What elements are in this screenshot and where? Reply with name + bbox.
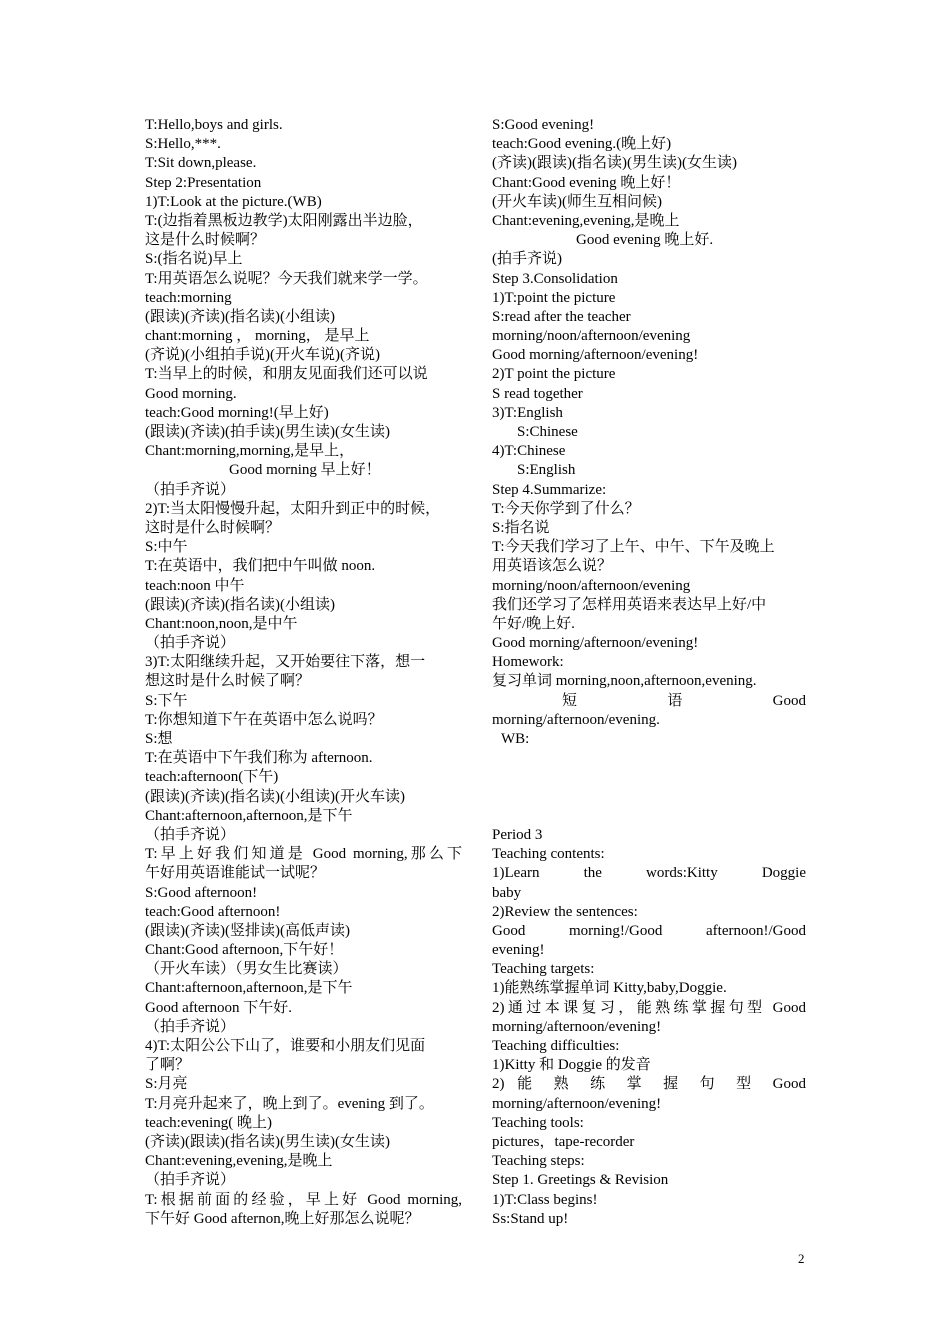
text-line: （拍手齐说） [145, 1172, 236, 1189]
text-line: teach:Good morning!(早上好) [145, 404, 329, 421]
text-line: Teaching contents: [492, 846, 605, 863]
text-line: 4)T:太阳公公下山了，谁要和小朋友们见面 [145, 1038, 426, 1054]
text-line: Teaching difficulties: [492, 1038, 620, 1054]
text-line: T:Hello,boys and girls. [145, 117, 283, 133]
text-line: 我们还学习了怎样用英语来表达早上好/中 [492, 596, 767, 613]
text-line: 想这时是什么时候了啊？ [145, 673, 311, 690]
text-line: 午好/晚上好. [492, 615, 575, 632]
text-line: Period 3 [492, 826, 543, 843]
page-number: 2 [798, 1251, 805, 1266]
text-line: Good morning/afternoon/evening! [492, 635, 699, 652]
text-line: 了啊？ [145, 1057, 191, 1074]
text-line: 这是什么时候啊？ [145, 232, 266, 249]
text-line: Homework: [492, 654, 564, 671]
text-line: morning/afternoon/evening! [492, 1018, 662, 1035]
text-line: Chant:afternoon,afternoon,是下午 [145, 980, 353, 997]
text-line: T:在英语中，我们把中午叫做 noon. [145, 558, 376, 575]
text-line: T:在英语中下午我们称为 afternoon. [145, 750, 373, 767]
text-line: S:想 [145, 731, 173, 747]
text-line: Good morning!/Good afternoon!/Good [492, 922, 806, 939]
text-line: teach:morning [145, 289, 232, 306]
text-line: Step 4.Summarize: [492, 481, 607, 498]
text-line: 午好用英语谁能试一试呢？ [145, 865, 326, 882]
text-line: T:Sit down,please. [145, 155, 257, 172]
text-line: S:read after the teacher [492, 308, 631, 325]
text-line: Teaching tools: [492, 1114, 584, 1131]
text-line: 1)T:Class begins! [492, 1191, 598, 1208]
text-line: S:Good afternoon! [145, 884, 258, 901]
blank-line [492, 788, 806, 807]
text-line: （开火车读）（男女生比赛读） [145, 961, 348, 978]
text-line: S:月亮 [145, 1076, 188, 1093]
text-line: 1)Learn the words:Kitty Doggie [492, 865, 806, 882]
text-line: T:早上好我们知道是 Good morning,那么下 [145, 846, 462, 863]
text-line: morning/afternoon/evening. [492, 711, 660, 728]
text-line: S:English [517, 462, 576, 479]
text-line: (拍手齐说) [492, 251, 562, 268]
text-line: 4)T:Chinese [492, 443, 566, 460]
text-line: (齐读)(跟读)(指名读)(男生读)(女生读) [492, 155, 737, 172]
text-line: Good evening 晚上好. [576, 232, 714, 249]
text-line: Step 2:Presentation [145, 174, 262, 191]
text-line: baby [492, 884, 522, 901]
text-line: S:(指名说)早上 [145, 251, 243, 268]
text-line: 2)Review the sentences: [492, 903, 638, 920]
text-line: T:今天我们学习了上午、中午、下午及晚上 [492, 539, 775, 556]
text-line: S:Hello,***. [145, 136, 221, 153]
text-line: S:Chinese [517, 424, 578, 440]
text-line: Step 3.Consolidation [492, 270, 618, 287]
text-line: teach:afternoon(下午) [145, 769, 279, 786]
text-line: （拍手齐说） [145, 635, 236, 652]
text-line: 2)T point the picture [492, 366, 616, 383]
text-line: T:(边指着黑板边教学)太阳刚露出半边脸， [145, 212, 423, 229]
text-line: teach:Good afternoon! [145, 903, 281, 920]
text-line: Good morning. [145, 385, 237, 402]
text-line: (齐说)(小组拍手说)(开火车说)(齐说) [145, 347, 380, 364]
text-line: teach:noon 中午 [145, 577, 245, 594]
text-line: 2)通过本课复习，能熟练掌握句型 Good [492, 999, 806, 1016]
text-line: （拍手齐说） [145, 481, 236, 498]
text-line: (跟读)(齐读)(拍手读)(男生读)(女生读) [145, 424, 390, 440]
text-line: Chant:morning,morning,是早上， [145, 443, 355, 460]
text-line: (齐读)(跟读)(指名读)(男生读)(女生读) [145, 1133, 390, 1150]
text-line: teach:Good evening.(晚上好) [492, 136, 672, 153]
text-line: 1)Kitty 和 Doggie 的发音 [492, 1057, 651, 1074]
text-line: Teaching steps: [492, 1153, 585, 1170]
text-line: 1)能熟练掌握单词 Kitty,baby,Doggie. [492, 980, 727, 997]
text-line: Chant:afternoon,afternoon,是下午 [145, 807, 353, 824]
text-line: 复习单词 morning,noon,afternoon,evening. [492, 673, 757, 690]
right-column [492, 116, 806, 1229]
text-line: chant:morning ， morning， 是早上 [145, 328, 370, 345]
text-line: 短 语 Good [562, 692, 806, 709]
text-line: evening! [492, 942, 545, 959]
text-line: T:根据前面的经验，早上好 Good morning, [145, 1191, 462, 1208]
text-line: S:下午 [145, 692, 188, 709]
text-line: S:中午 [145, 539, 188, 556]
blank-line [492, 749, 806, 768]
text-line: Chant:Good afternoon,下午好！ [145, 942, 344, 959]
text-line: Good afternoon 下午好. [145, 999, 293, 1016]
blank-line [492, 807, 806, 826]
text-line: pictures，tape-recorder [492, 1133, 635, 1150]
text-line: 3)T:English [492, 404, 563, 421]
text-line: T:今天你学到了什么？ [492, 500, 640, 517]
text-line: 2) 能 熟 练 掌 握 句 型 Good [492, 1076, 806, 1093]
text-line: (跟读)(齐读)(指名读)(小组读)(开火车读) [145, 788, 405, 805]
text-line: S:Good evening! [492, 117, 595, 133]
text-line: 1)T:Look at the picture.(WB) [145, 193, 322, 210]
text-line: (跟读)(齐读)(竖排读)(高低声读) [145, 922, 350, 939]
text-line: Chant:evening,evening,是晚上 [145, 1153, 333, 1170]
text-line: T:用英语怎么说呢？今天我们就来学一学。 [145, 270, 428, 287]
text-line: (跟读)(齐读)(指名读)(小组读) [145, 308, 335, 325]
text-line: 用英语该怎么说？ [492, 558, 613, 575]
text-line: (开火车读)(师生互相问候) [492, 193, 662, 210]
text-line: Step 1. Greetings & Revision [492, 1172, 669, 1189]
text-line: 2)T:当太阳慢慢升起，太阳升到正中的时候， [145, 500, 441, 517]
text-line: S read together [492, 385, 583, 402]
text-line: morning/noon/afternoon/evening [492, 577, 691, 594]
text-line: S:指名说 [492, 519, 550, 536]
text-line: Good morning/afternoon/evening! [492, 347, 699, 364]
text-line: morning/noon/afternoon/evening [492, 328, 691, 345]
text-line: （拍手齐说） [145, 826, 236, 843]
text-line: Chant:noon,noon,是中午 [145, 615, 298, 632]
left-column [145, 116, 462, 1229]
text-line: Chant:evening,evening,是晚上 [492, 212, 680, 229]
text-line: Good morning 早上好！ [229, 462, 381, 479]
text-line: (跟读)(齐读)(指名读)(小组读) [145, 596, 335, 613]
text-line: Teaching targets: [492, 961, 595, 978]
text-line: WB: [501, 731, 530, 747]
text-line: 1)T:point the picture [492, 289, 616, 306]
text-line: Chant:Good evening 晚上好！ [492, 174, 681, 191]
text-line: teach:evening( 晚上) [145, 1114, 273, 1131]
text-line: 这时是什么时候啊？ [145, 519, 281, 536]
text-line: T:当早上的时候，和朋友见面我们还可以说 [145, 366, 428, 383]
text-line: 下午好 Good afternon,晚上好那怎么说呢？ [145, 1210, 420, 1227]
text-line: T:你想知道下午在英语中怎么说吗？ [145, 711, 383, 728]
text-line: morning/afternoon/evening! [492, 1095, 662, 1112]
blank-line [492, 768, 806, 787]
text-line: 3)T:太阳继续升起，又开始要往下落，想一 [145, 654, 426, 671]
text-line: T:月亮升起来了，晚上到了。evening 到了。 [145, 1095, 434, 1112]
text-line: （拍手齐说） [145, 1018, 236, 1035]
text-line: Ss:Stand up! [492, 1210, 569, 1227]
